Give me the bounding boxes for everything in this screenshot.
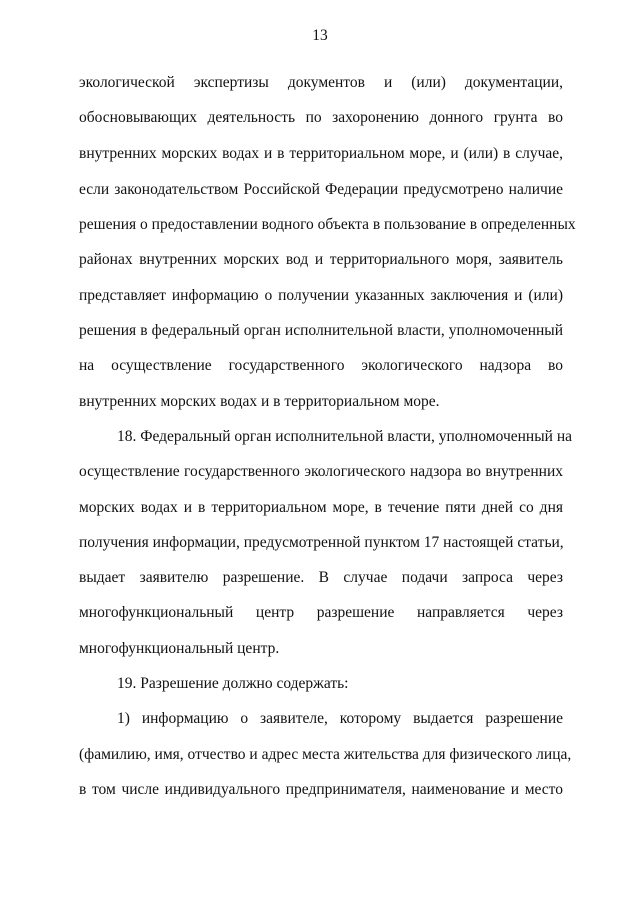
text-line: если законодательством Российской Федерации предусмотрено наличие (79, 181, 563, 198)
text-line: внутренних морских водах и в территориальном море. (79, 393, 440, 410)
text-line: осуществление государственного экологического надзора во внутренних (79, 463, 563, 480)
text-line: представляет информацию о получении указанных заключения и (или) (79, 287, 563, 304)
text-line: морских водах и в территориальном море, в течение пяти дней со дня (79, 499, 563, 516)
text-line: экологической экспертизы документов и (или) документации, (79, 74, 563, 91)
text-line: обосновывающих деятельность по захоронению донного грунта во (79, 109, 563, 126)
paragraph-19-heading: 19. Разрешение должно содержать: (117, 675, 349, 692)
text-line: решения в федеральный орган исполнительной власти, уполномоченный (79, 322, 563, 339)
paragraph-18-first-line: 18. Федеральный орган исполнительной власти, уполномоченный на (117, 428, 572, 445)
text-line: многофункциональный центр разрешение направляется через (79, 604, 563, 621)
text-line: районах внутренних морских вод и территориального моря, заявитель (79, 251, 563, 268)
text-line: на осуществление государственного экологического надзора во (79, 357, 563, 374)
text-line: внутренних морских водах и в территориальном море, и (или) в случае, (79, 145, 563, 162)
text-line: получения информации, предусмотренной пунктом 17 настоящей статьи, (79, 534, 564, 551)
text-line: решения о предоставлении водного объекта в пользование в определенных (79, 216, 576, 233)
text-line: (фамилию, имя, отчество и адрес места жительства для физического лица, (79, 746, 572, 763)
text-line: многофункциональный центр. (79, 640, 280, 657)
list-item-1-first-line: 1) информацию о заявителе, которому выдается разрешение (117, 710, 563, 727)
text-line: выдает заявителю разрешение. В случае подачи запроса через (79, 569, 563, 586)
text-line: в том числе индивидуального предпринимателя, наименование и место (79, 781, 563, 798)
page-number: 13 (312, 27, 328, 44)
